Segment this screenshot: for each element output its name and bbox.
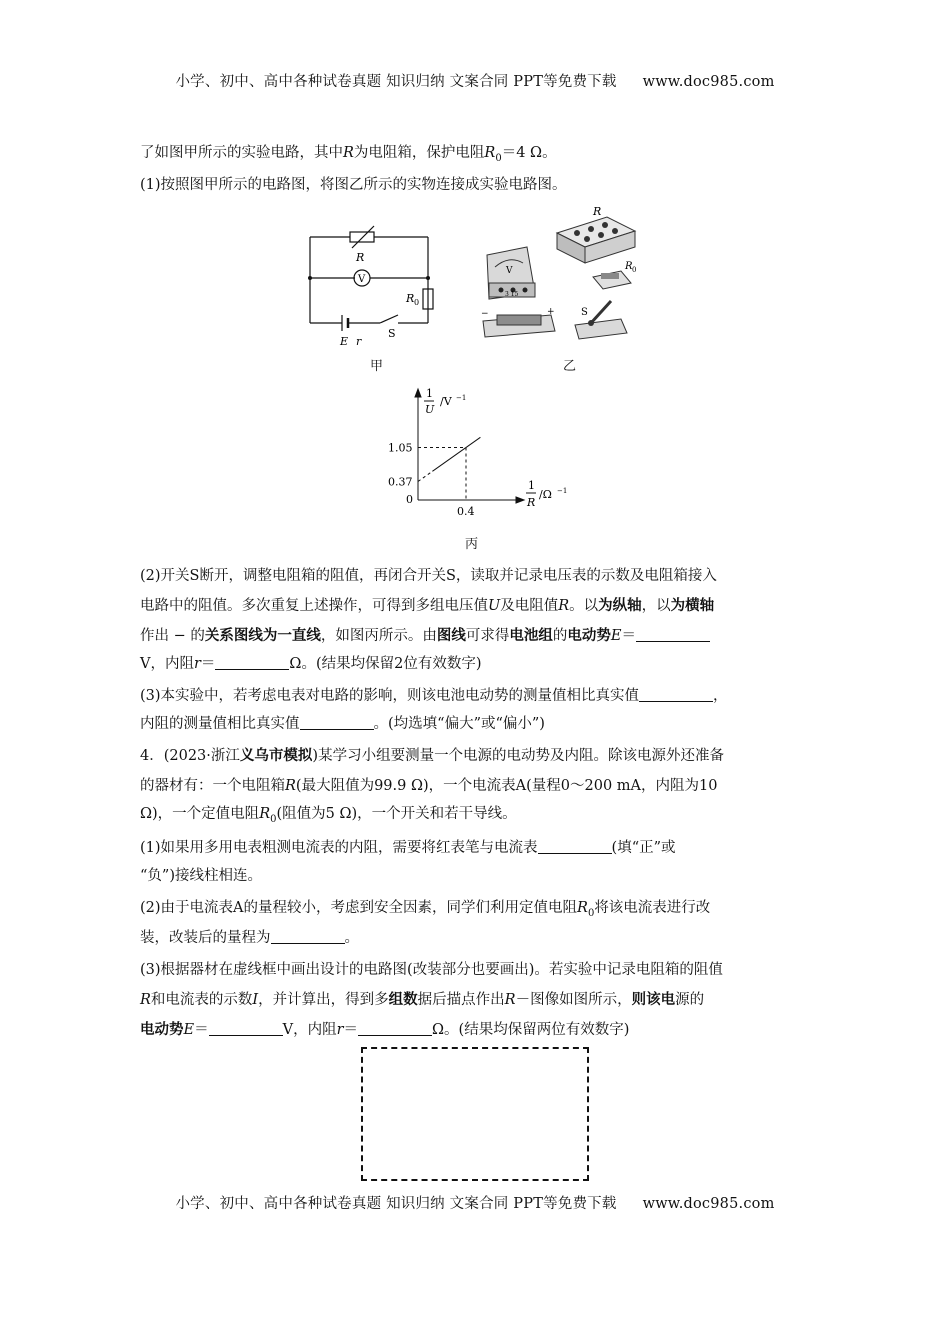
circuit-diagram-jia [300, 225, 440, 350]
q2-line3 [140, 626, 710, 646]
yi-r-label: R [593, 205, 602, 218]
p4-q2d: 。 [344, 930, 359, 946]
p4-r0: R [259, 806, 271, 822]
p4-l1c: )某学习小组要测量一个电源的电动势及内阻。除该电源外还准备 [312, 748, 725, 764]
q3-l1: (3)本实验中，若考虑电表对电路的影响，则该电池电动势的测量值相比真实值 [140, 688, 640, 704]
p4-q1-line2: “负”)接线柱相连。 [140, 868, 262, 884]
jia-s-label: S [388, 327, 396, 340]
tick-label-origin: 0 [406, 493, 413, 506]
resistor-r0-icon [593, 271, 631, 289]
q2-line4 [140, 654, 481, 674]
p4-q3h: 则该电 [631, 992, 676, 1008]
p4-q3k: ＝ [194, 1022, 209, 1038]
p4-q1a: (1)如果用多用电表粗测电流表的内阻，需要将红表笔与电流表 [140, 840, 538, 856]
q2-l3f: 电池组 [509, 628, 553, 644]
y-axis-arrow [415, 389, 421, 397]
data-line [432, 437, 480, 471]
line-extrapolation [418, 471, 432, 481]
p4-q3i: 源的 [675, 992, 705, 1008]
p4-l3a: Ω)，一个定值电阻 [140, 806, 260, 822]
resistance-box-icon [557, 217, 635, 263]
caption-bing: 丙 [465, 537, 479, 552]
p4-q2-r0-sub: 0 [587, 907, 595, 919]
p4-q1b: (填“正”或 [611, 840, 676, 856]
q2-l4a: V，内阻 [140, 656, 194, 672]
yi-minus: − [481, 309, 489, 319]
apparatus-yi [475, 203, 650, 343]
p4-l2a: 的器材有：一个电阻箱 [140, 778, 285, 794]
intro-r0-sub: 0 [495, 152, 502, 164]
p4-q3-e: E [183, 1022, 195, 1038]
p4-q2-line1 [140, 898, 710, 924]
q2-l2e: ，以 [641, 598, 671, 614]
q2-l3h: 电动势 [567, 628, 611, 644]
q2-l3a: 作出 − 的 [140, 628, 205, 644]
q2-e: E [610, 628, 622, 644]
jia-v-label: V [358, 274, 366, 285]
y-exp: −1 [456, 394, 467, 402]
q3-l2a: 内阻的测量值相比真实值 [140, 716, 300, 732]
yi-v-label: V [506, 266, 513, 276]
p4-q2a: (2)由于电流表A的量程较小，考虑到安全因素，同学们利用定值电阻 [140, 900, 578, 916]
y-unit: /V [440, 395, 452, 408]
answer-blank-emf-2[interactable] [209, 1021, 283, 1036]
q2-l3e: 可求得 [465, 628, 510, 644]
p4-q3-r: R [140, 992, 151, 1008]
p4-q3-i: I [252, 992, 259, 1008]
p4-r: R [285, 778, 296, 794]
p4-q3-line2 [140, 990, 704, 1010]
header-site: www.doc985.com [642, 74, 775, 90]
p4-q3l: V，内阻 [282, 1022, 337, 1038]
caption-yi: 乙 [563, 359, 577, 374]
q2-l2a: 电路中的阻值。多次重复上述操作，可得到多组电压值 [140, 598, 488, 614]
p4-q3b: 和电流表的示数 [150, 992, 253, 1008]
p4-q3j: 电动势 [140, 1022, 184, 1038]
p4-q1-line1 [140, 838, 676, 858]
yi-s-label: S [581, 307, 588, 318]
q2-l2c: 。以 [569, 598, 599, 614]
q2-u: U [488, 598, 501, 614]
circuit-drawing-box[interactable] [361, 1047, 589, 1181]
intro-r0: R [484, 145, 496, 161]
y-label-num: 1 [426, 387, 433, 400]
page-header [0, 70, 950, 91]
p4-q2-line2 [140, 928, 359, 948]
p4-q2c: 装，改装后的量程为 [140, 930, 271, 946]
p4-q3-r-internal: r [336, 1022, 344, 1038]
p4-q3d: 组数 [388, 992, 418, 1008]
tick-label-1-05: 1.05 [388, 441, 413, 455]
yi-plus: + [547, 307, 555, 317]
p4-q3-line3 [140, 1020, 629, 1040]
q2-l2f: 为横轴 [670, 598, 715, 614]
p4-l2b: (最大阻值为99.9 Ω)，一个电流表A(量程0～200 mA，内阻为10 [295, 778, 718, 794]
x-label-num: 1 [528, 479, 535, 492]
intro-r: R [343, 145, 354, 161]
p4-q3-line1: (3)根据器材在虚线框中画出设计的电路图(改装部分也要画出)。若实验中记录电阻箱的阻值 [140, 962, 723, 978]
answer-blank-terminal[interactable] [538, 839, 612, 854]
x-axis-arrow [516, 497, 524, 503]
page-footer [0, 1192, 950, 1213]
q2-l3g: 的 [552, 628, 568, 644]
q2-r-internal: r [193, 656, 201, 672]
intro-pre: 了如图甲所示的实验电路，其中 [140, 145, 343, 161]
answer-blank-emf[interactable] [636, 627, 710, 642]
p4-line1 [140, 746, 724, 766]
q2-l4b: ＝ [200, 656, 216, 672]
jia-r-internal-label: r [356, 335, 362, 348]
yi-r0-label: R [625, 261, 633, 272]
q2-l4c: Ω。(结果均保留2位有效数字) [289, 656, 482, 672]
q3-l1end: ， [713, 688, 728, 704]
q2-l2b: 及电阻值 [500, 598, 559, 614]
tick-label-0-37: 0.37 [388, 475, 413, 489]
p4-q2-r0: R [577, 900, 588, 916]
question-1: (1)按照图甲所示的电路图，将图乙所示的实物连接成实验电路图。 [140, 177, 567, 193]
q2-line1: (2)开关S断开，调整电阻箱的阻值，再闭合开关S，读取并记录电压表的示数及电阻箱接入 [140, 568, 717, 584]
q2-l3i: ＝ [621, 628, 636, 644]
p4-q3g: －图像如图所示， [515, 992, 632, 1008]
tick-label-0-4: 0.4 [457, 505, 475, 518]
intro-post: ＝4 Ω。 [501, 145, 557, 161]
q2-l3c: ，如图丙所示。由 [320, 628, 437, 644]
answer-blank-emf-bias[interactable] [639, 687, 713, 702]
p4-q3-r2: R [504, 992, 516, 1008]
answer-blank-resistance-bias[interactable] [300, 715, 374, 730]
graph-bing [380, 385, 580, 525]
jia-e-label: E [340, 335, 349, 348]
p4-q3e: 据后描点作出 [417, 992, 505, 1008]
p4-line3 [140, 804, 517, 830]
q3-line1 [140, 686, 728, 706]
p4-line2 [140, 776, 717, 796]
p4-q2b: 将该电流表进行改 [594, 900, 711, 916]
answer-blank-internal-resistance[interactable] [215, 655, 289, 670]
p4-l1a: 4．(2023·浙江 [140, 748, 240, 764]
q3-line2 [140, 714, 545, 734]
footer-text: 小学、初中、高中各种试卷真题 知识归纳 文案合同 PPT等免费下载 [175, 1196, 617, 1212]
intro-line [140, 143, 557, 169]
p4-q3m: ＝ [343, 1022, 359, 1038]
q2-l3d: 图线 [436, 628, 466, 644]
x-unit: /Ω [539, 488, 552, 501]
x-exp: −1 [557, 487, 568, 495]
q2-l2d: 为纵轴 [598, 598, 642, 614]
p4-q3n: Ω。(结果均保留两位有效数字) [432, 1022, 630, 1038]
caption-jia: 甲 [370, 359, 384, 374]
p4-l3b: (阻值为5 Ω)，一个开关和若干导线。 [276, 806, 517, 822]
x-label-den: R [527, 496, 536, 509]
yi-r0-sub: 0 [632, 266, 637, 274]
jia-r-label: R [356, 251, 365, 264]
q3-l2b: 。(均选填“偏大”或“偏小”) [373, 716, 545, 732]
footer-site: www.doc985.com [642, 1196, 775, 1212]
answer-blank-internal-resistance-2[interactable] [358, 1021, 432, 1036]
battery-icon [483, 315, 555, 337]
jia-r0-sub: 0 [414, 298, 420, 307]
p4-l1b: 义乌市模拟 [239, 748, 313, 764]
q2-r: R [558, 598, 570, 614]
p4-r0-sub: 0 [270, 813, 277, 825]
jia-r0-label: R [406, 292, 415, 305]
q2-line2 [140, 596, 714, 616]
answer-blank-range[interactable] [271, 929, 345, 944]
yi-scale: 3 15 [505, 291, 519, 298]
header-text: 小学、初中、高中各种试卷真题 知识归纳 文案合同 PPT等免费下载 [175, 74, 617, 90]
y-label-den: U [425, 403, 435, 416]
p4-q3c: ，并计算出，得到多 [258, 992, 389, 1008]
intro-mid: 为电阻箱，保护电阻 [353, 145, 485, 161]
q2-l3b: 关系图线为一直线 [204, 628, 321, 644]
